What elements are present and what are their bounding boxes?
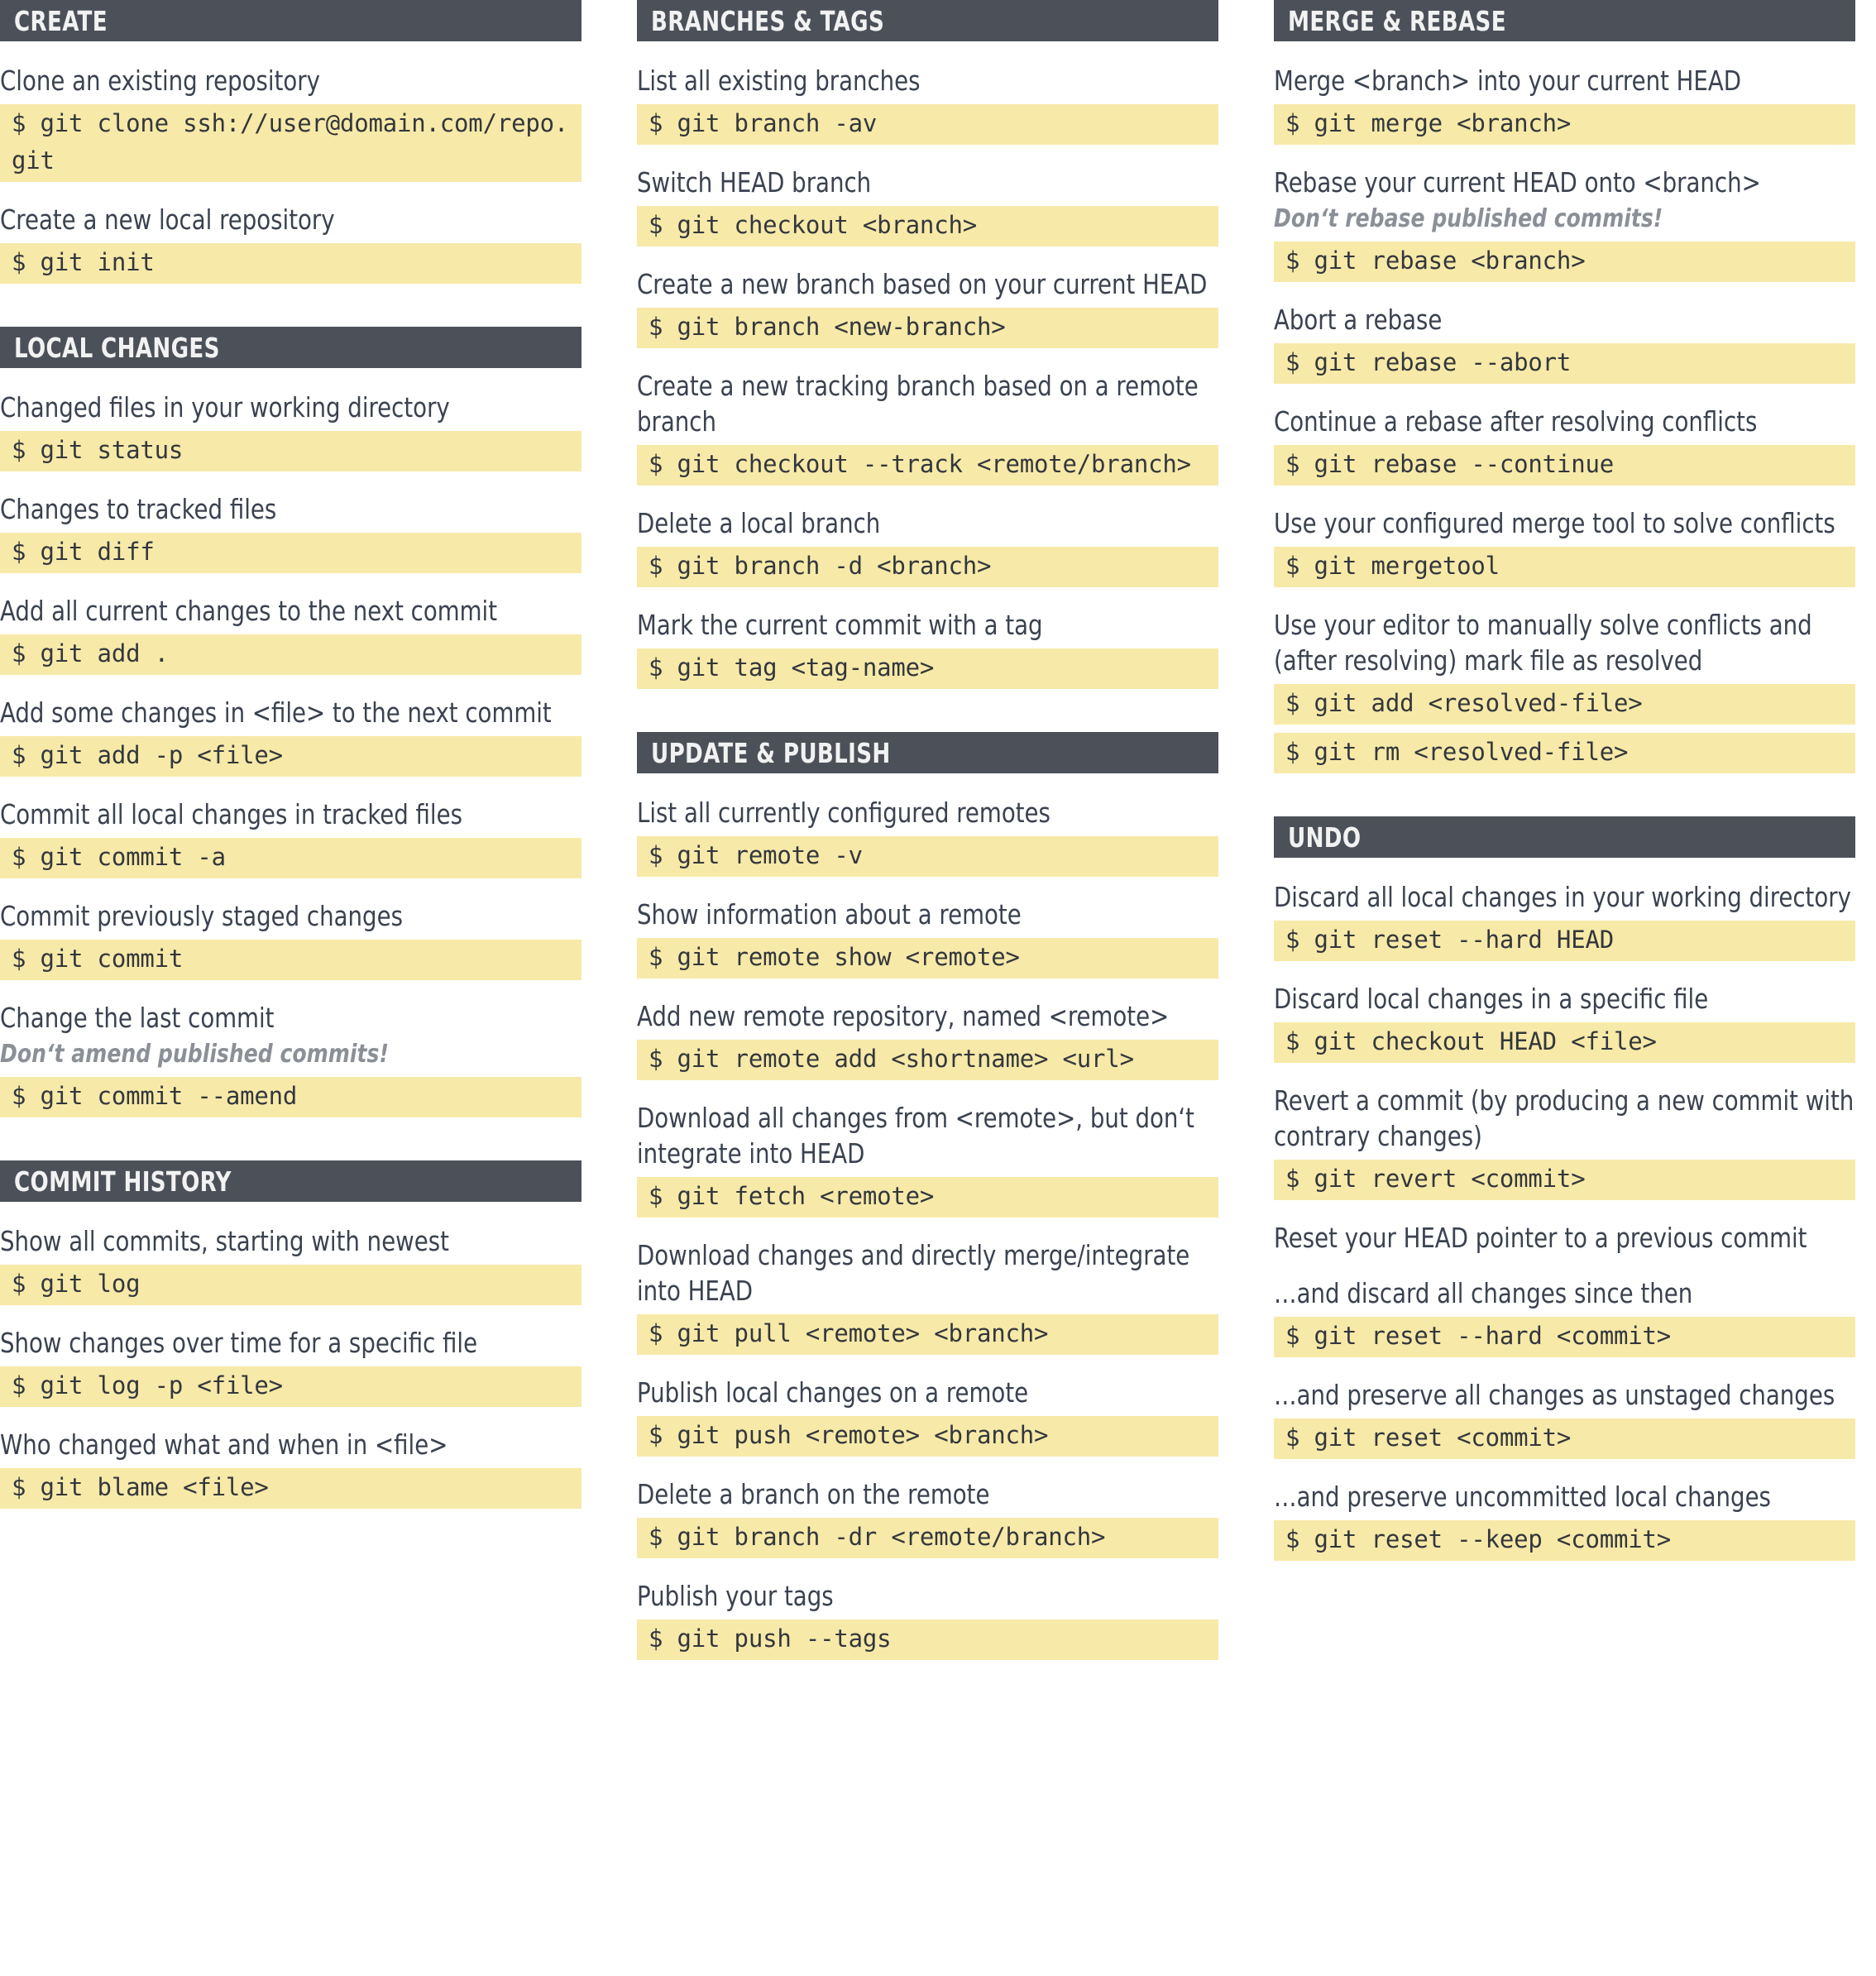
command-entry [637,998,1218,1080]
command-entry [637,1100,1218,1218]
command-code[interactable]: $ git remote add <shortname> <url> [637,1040,1218,1080]
command-entry [1274,404,1855,486]
command-code[interactable]: $ git tag <tag-name> [637,648,1218,689]
command-description: Use your configured merge tool to solve conflicts [1274,507,1835,539]
command-code[interactable]: $ git diff [0,533,581,573]
command-entry [1274,63,1855,145]
command-entry [637,63,1218,145]
section-body [1274,63,1855,773]
command-code[interactable]: $ git merge <branch> [1274,104,1855,145]
command-code[interactable]: $ git rm <resolved-file> [1274,733,1855,773]
command-description: Show all commits, starting with newest [0,1225,449,1257]
command-description: Show changes over time for a specific file [0,1327,478,1359]
command-code[interactable]: $ git branch -d <branch> [637,547,1218,587]
command-entry [637,1476,1218,1558]
section-title: LOCAL CHANGES [14,331,220,364]
section-body [637,795,1218,1660]
command-description: Merge <branch> into your current HEAD [1274,65,1742,97]
command-description: List all currently configured remotes [637,797,1050,829]
command-description: Discard all local changes in your working directory [1274,881,1851,913]
command-description: Add some changes in <file> to the next commit [0,696,552,729]
command-entry [637,505,1218,587]
section-merge-rebase [1274,0,1855,773]
section-undo [1274,816,1855,1561]
cheat-sheet-column [1274,0,1855,1561]
command-description: Reset your HEAD pointer to a previous commit [1274,1222,1807,1254]
command-entry [1274,505,1855,587]
command-description: Delete a local branch [637,507,881,539]
command-description: Continue a rebase after resolving conflicts [1274,405,1758,438]
command-code[interactable]: $ git blame <file> [0,1468,581,1509]
command-code[interactable]: $ git fetch <remote> [637,1177,1218,1218]
section-body [637,63,1218,689]
command-entry [637,266,1218,348]
command-code[interactable]: $ git checkout <branch> [637,206,1218,246]
command-entry [637,795,1218,877]
command-entry [1274,165,1855,282]
command-code[interactable]: $ git reset --hard HEAD [1274,921,1855,961]
command-entry [0,797,581,878]
command-code[interactable]: $ git branch -dr <remote/branch> [637,1518,1218,1558]
command-code[interactable]: $ git init [0,243,581,284]
section-title: BRANCHES & TAGS [651,4,885,37]
command-description: Commit all local changes in tracked files [0,798,462,830]
command-description: Revert a commit (by producing a new commit with contrary changes) [1274,1084,1854,1152]
command-entry [0,63,581,182]
section-title: UPDATE & PUBLISH [651,736,891,769]
section-header-merge-rebase [1274,0,1855,41]
command-code[interactable]: $ git remote show <remote> [637,938,1218,978]
section-header-local-changes [0,327,581,368]
command-entry [0,1325,581,1407]
section-title: UNDO [1288,821,1362,854]
command-code[interactable]: $ git add . [0,634,581,675]
command-description: …and preserve all changes as unstaged changes [1274,1379,1835,1411]
command-description: Discard local changes in a specific file [1274,983,1709,1015]
command-code[interactable]: $ git checkout HEAD <file> [1274,1022,1855,1063]
command-description: Create a new branch based on your current HEAD [637,268,1208,300]
command-description: Changes to tracked files [0,493,277,525]
command-description: Clone an existing repository [0,65,320,97]
command-code[interactable]: $ git reset --hard <commit> [1274,1317,1855,1357]
warning-note: Don‘t amend published commits! [0,1040,389,1069]
section-header-branches-tags [637,0,1218,41]
command-code[interactable]: $ git rebase --continue [1274,445,1855,486]
command-code[interactable]: $ git rebase <branch> [1274,242,1855,282]
command-description: Commit previously staged changes [0,900,403,932]
command-code[interactable]: $ git checkout --track <remote/branch> [637,445,1218,486]
command-description: Who changed what and when in <file> [0,1428,448,1461]
command-code[interactable]: $ git branch -av [637,104,1218,145]
command-description: List all existing branches [637,65,921,97]
command-entry [637,165,1218,246]
command-description: Create a new tracking branch based on a remote branch [637,370,1199,438]
command-entry [637,1237,1218,1355]
command-code[interactable]: $ git log -p <file> [0,1366,581,1407]
command-code[interactable]: $ git reset <commit> [1274,1419,1855,1459]
command-entry [1274,981,1855,1063]
section-commit-history [0,1160,581,1509]
command-description: Switch HEAD branch [637,166,872,199]
command-entry [1274,1083,1855,1200]
command-entry [0,695,581,777]
command-code[interactable]: $ git reset --keep <commit> [1274,1520,1855,1561]
command-entry [0,390,581,471]
command-entry [637,607,1218,689]
section-body [0,63,581,284]
section-body [0,1223,581,1509]
command-code[interactable]: $ git remote -v [637,836,1218,877]
command-code[interactable]: $ git mergetool [1274,547,1855,587]
command-entry [1274,302,1855,384]
command-description: Mark the current commit with a tag [637,609,1043,641]
command-description: Abort a rebase [1274,304,1443,336]
section-local-changes [0,327,581,1117]
command-description: …and preserve uncommitted local changes [1274,1481,1771,1513]
command-description: Publish your tags [637,1580,834,1612]
cheat-sheet-column [637,0,1218,1660]
command-entry [0,491,581,573]
warning-note: Don‘t rebase published commits! [1274,204,1663,233]
command-code[interactable]: $ git revert <commit> [1274,1160,1855,1200]
command-entry [0,1223,581,1305]
command-description: …and discard all changes since then [1274,1277,1693,1309]
section-header-undo [1274,816,1855,858]
section-title: COMMIT HISTORY [14,1165,232,1198]
command-entry [1274,879,1855,961]
command-entry [1274,1377,1855,1459]
section-header-create [0,0,581,41]
command-code[interactable]: $ git pull <remote> <branch> [637,1314,1218,1355]
command-code[interactable]: $ git branch <new-branch> [637,308,1218,348]
command-description: Publish local changes on a remote [637,1376,1029,1409]
section-title: MERGE & REBASE [1288,4,1506,37]
command-code[interactable]: $ git push --tags [637,1620,1218,1660]
command-entry [1274,1479,1855,1561]
command-entry [637,1375,1218,1457]
command-code[interactable]: $ git add <resolved-file> [1274,684,1855,725]
command-description: Changed files in your working directory [0,391,450,423]
section-header-update-publish [637,732,1218,773]
command-code[interactable]: $ git log [0,1265,581,1305]
section-body [1274,879,1855,1561]
command-description: Delete a branch on the remote [637,1478,990,1510]
command-description: Change the last commit [0,1002,275,1034]
command-entry [637,897,1218,978]
command-code[interactable]: $ git rebase --abort [1274,343,1855,384]
command-description: Show information about a remote [637,898,1022,931]
command-entry [1274,1275,1855,1357]
command-code[interactable]: $ git commit --amend [0,1077,581,1117]
command-description: Use your editor to manually solve conflicts and (after resolving) mark file as resolved [1274,609,1812,677]
command-entry [637,368,1218,486]
command-entry [0,202,581,284]
command-code[interactable]: $ git clone ssh://user@domain.com/repo.git [0,104,581,182]
command-description: Rebase your current HEAD onto <branch> [1274,166,1761,199]
command-description: Add all current changes to the next commit [0,595,498,627]
command-code[interactable]: $ git status [0,431,581,471]
command-code[interactable]: $ git push <remote> <branch> [637,1416,1218,1457]
command-description: Add new remote repository, named <remote> [637,1000,1170,1032]
command-code[interactable]: $ git commit [0,940,581,980]
command-description: Download changes and directly merge/integrate into HEAD [637,1239,1190,1307]
command-entry [1274,607,1855,773]
section-create [0,0,581,284]
command-entry [637,1578,1218,1660]
command-entry [0,898,581,980]
command-entry [0,1000,581,1117]
section-title: CREATE [14,4,108,37]
command-description: Download all changes from <remote>, but don‘t integrate into HEAD [637,1102,1194,1170]
command-code[interactable]: $ git commit -a [0,838,581,878]
command-entry [1274,1220,1855,1256]
section-body [0,390,581,1117]
command-entry [0,1427,581,1509]
command-description: Create a new local repository [0,203,335,236]
section-header-commit-history [0,1160,581,1202]
command-entry [0,593,581,675]
cheat-sheet-column [0,0,581,1509]
section-branches-tags [637,0,1218,689]
section-update-publish [637,732,1218,1660]
command-code[interactable]: $ git add -p <file> [0,736,581,777]
